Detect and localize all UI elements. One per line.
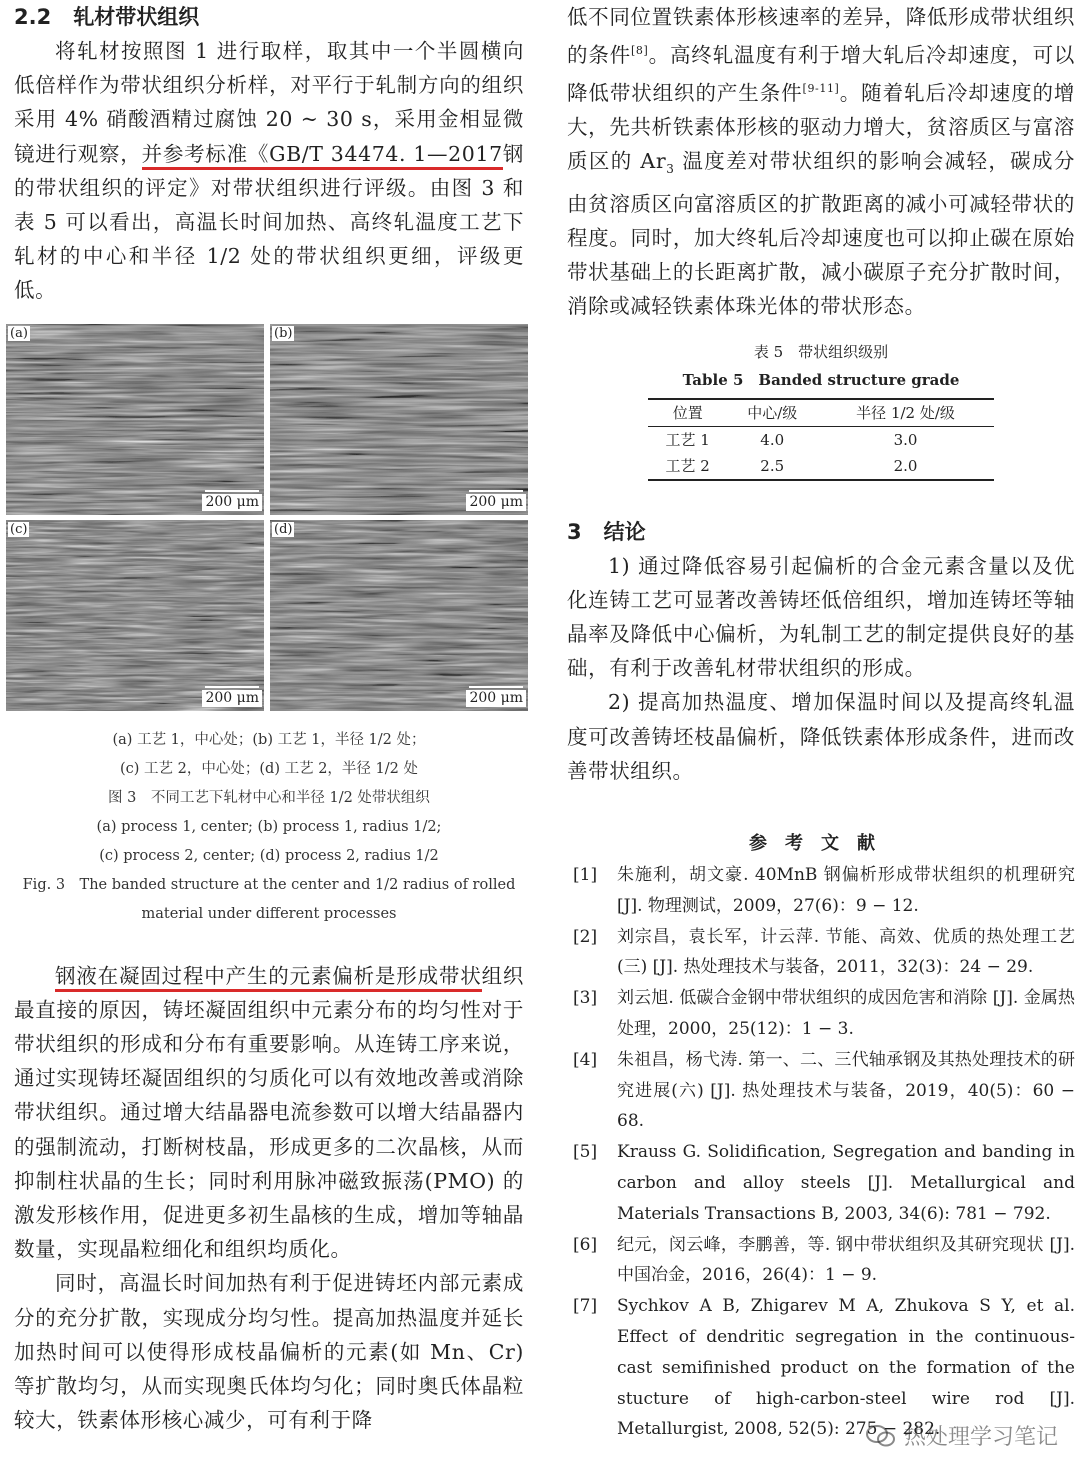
section-title: 结论: [603, 518, 646, 544]
figure-3: [6, 324, 530, 716]
reference-text: 朱施利，胡文豪. 40MnB 钢偏析形成带状组织的机理研究 [J]. 物理测试，2009，27(6)：9 − 12.: [617, 865, 1075, 916]
section-number: 3: [567, 519, 582, 544]
reference-number: [4]: [573, 1049, 598, 1070]
reference-number: [7]: [573, 1296, 598, 1317]
micrograph-image-a: [6, 324, 264, 515]
citation: [9-11]: [802, 82, 840, 96]
caption-line: (a) process 1, center; (b) process 1, radius 1/2;: [96, 818, 442, 835]
section-heading-2-2: [14, 0, 524, 34]
paragraph-text: 组织最直接的原因，铸坯凝固组织中元素分布的均匀性对于带状组织的形成和分布有重要影响。从连铸工序来说，通过实现铸坯凝固组织的匀质化可以有效地改善或消除带状组织。通过增大结晶器电流参数可以增大结晶器内的强制流动，打断树枝晶，形成更多的二次晶核，从而抑制柱状晶的生长；同时利用脉冲磁致振荡(PMO) 的激发形核作用，促进更多初生晶核的生成，增加等轴晶数量，实现晶粒细化和组织均质化。: [14, 963, 525, 1262]
table-caption-cn: 表 5 带状组织级别: [753, 342, 889, 361]
paragraph-sampling: [14, 34, 524, 308]
left-column: [10, 0, 525, 1437]
table-cell: 3.0: [893, 430, 918, 449]
micrograph-panel-b: [270, 324, 528, 515]
panel-label: (a): [10, 325, 28, 341]
column-header: 位置: [672, 404, 703, 423]
caption-line: Fig. 3 The banded structure at the center and 1/2 radius of rolled: [22, 876, 516, 893]
micrograph-image-c: [6, 520, 264, 711]
table-cell: 2.0: [893, 456, 918, 475]
reference-number: [3]: [573, 988, 598, 1009]
reference-item: [567, 860, 1075, 922]
micrograph-panel-d: [270, 520, 528, 711]
reference-item: [567, 983, 1075, 1045]
column-header: 半径 1/2 处/级: [856, 404, 955, 423]
table-row: [648, 453, 994, 480]
caption-line: 图 3 不同工艺下轧材中心和半径 1/2 处带状组织: [108, 789, 430, 806]
subscript: 3: [666, 162, 675, 177]
scale-bar: 200 μm: [202, 690, 262, 707]
paragraph-text: 低不同位置铁素体形核速率的差异，降低形成带状组织的条件: [567, 5, 1075, 68]
micrograph-panel-c: [6, 520, 264, 711]
paragraph-text: 。随着轧后冷却速度的增大，先共析铁素体形核的驱动力增大，贫溶质区与富溶质区的 Ar: [567, 81, 1075, 174]
table-cell: 2.5: [760, 456, 785, 475]
reference-text: Krauss G. Solidification, Segregation and banding in carbon and alloy steels [J]. Metallurgical and Materials Transactions B, 2003, 34(6): 781 − 792.: [617, 1142, 1075, 1224]
table-row: [648, 426, 994, 453]
paragraph-text: 钢的带状组织的评定》对带状组织进行评级。由图 3 和表 5 可以看出，高温长时间加热、高终轧温度工艺下轧材的中心和半径 1/2 处的带状组织更细，评级更低。: [14, 141, 524, 303]
paragraph-text: 将轧材按照图 1 进行取样，取其中一个半圆横向低倍样作为带状组织分析样，对平行于轧制方向的组织采用 4% 硝酸酒精过腐蚀 20 ~ 30 s，采用金相显微镜进行观察，: [14, 39, 524, 166]
reference-text: 刘宗昌，袁长军，计云萍. 节能、高效、优质的热处理工艺(三) [J]. 热处理技术与装备，2011，32(3)：24 − 29.: [617, 926, 1075, 978]
table-5: [648, 338, 994, 481]
conclusion-2: 2) 提高加热温度、增加保温时间以及提高终轧温度可改善铸坯枝晶偏析，降低铁素体形成条件，进而改善带状组织。: [567, 690, 1075, 783]
scale-bar: 200 μm: [466, 494, 526, 511]
reference-number: [5]: [573, 1142, 598, 1163]
column-header: 中心/级: [747, 404, 798, 423]
caption-line: (a) 工艺 1，中心处；(b) 工艺 1，半径 1/2 处；: [112, 731, 426, 748]
paragraph-text: 。高终轧温度有利于增大轧后冷却速度，可以降低带状组织的产生条件: [567, 43, 1075, 106]
figure-3-caption: [14, 726, 524, 929]
paragraph-continued: [567, 0, 1075, 324]
reference-text: Sychkov A B, Zhigarev M A, Zhukova S Y, et al. Effect of dendritic segregation in the continuous-cast semifinished product on the formation of the stucture of high-carbon-steel wire rod [J]. Metallurgist, 2008, 52(5): 275 − 282.: [617, 1296, 1075, 1440]
reference-number: [1]: [573, 865, 598, 885]
reference-item: [567, 922, 1075, 984]
reference-item: [567, 1137, 1075, 1229]
micrograph-panel-a: [6, 324, 264, 515]
reference-text: 纪元，闵云峰，李鹏善，等. 钢中带状组织及其研究现状 [J]. 中国冶金，2016，26(4)：1 − 9.: [617, 1234, 1075, 1286]
section-heading-3: [567, 515, 1075, 549]
panel-label: (c): [10, 521, 28, 537]
reference-item: [567, 1045, 1075, 1137]
references-title: 参考文献: [749, 833, 893, 854]
reference-number: [2]: [573, 926, 598, 947]
caption-line: (c) process 2, center; (d) process 2, radius 1/2: [99, 847, 439, 864]
micrograph-image-b: [270, 324, 528, 515]
table-header-row: [648, 399, 994, 427]
underlined-sentence: 钢液在凝固过程中产生的元素偏析是形成带状: [55, 964, 482, 992]
table-cell: 工艺 1: [665, 431, 710, 450]
reference-text: 刘云旭. 低碳合金钢中带状组织的成因危害和消除 [J]. 金属热处理，2000，25(12)：1 − 3.: [617, 988, 1075, 1039]
table-caption-en: Table 5 Banded structure grade: [682, 370, 960, 389]
scale-bar: 200 μm: [202, 494, 262, 511]
right-column: [567, 0, 1075, 1445]
paragraph-text: 温度差对带状组织的影响会减轻，碳成分由贫溶质区向富溶质区的扩散距离的减小可减轻带状的程度。同时，加大终轧后冷却速度也可以抑止碳在原始带状基础上的长距离扩散，减小碳原子充分扩散时间，消除或减轻铁素体珠光体的带状形态。: [567, 149, 1075, 319]
table-cell: 4.0: [760, 430, 785, 449]
paragraph-heating: 同时，高温长时间加热有利于促进铸坯内部元素成分的充分扩散，实现成分均匀性。提高加热温度并延长加热时间可以使得形成枝晶偏析的元素(如 Mn、Cr) 等扩散均匀，从而实现奥氏体均匀化；同时奥氏体晶粒较大，铁素体形核心减少，可有利于降: [14, 1271, 524, 1433]
wechat-icon: [866, 1424, 896, 1448]
table-cell: 工艺 2: [665, 457, 710, 476]
reference-item: [567, 1230, 1075, 1292]
micrograph-image-d: [270, 520, 528, 711]
reference-text: 朱祖昌，杨弋涛. 第一、二、三代轴承钢及其热处理技术的研究进展(六) [J]. 热处理技术与装备，2019，40(5)：60 − 68.: [617, 1049, 1075, 1132]
watermark-text: 热处理学习笔记: [903, 1425, 1058, 1450]
scale-bar: 200 μm: [466, 690, 526, 707]
caption-line: (c) 工艺 2，中心处；(d) 工艺 2，半径 1/2 处: [120, 760, 418, 777]
panel-label: (d): [274, 521, 293, 537]
caption-line: material under different processes: [141, 905, 397, 922]
citation: [8]: [631, 44, 649, 58]
banded-grade-table: [648, 398, 994, 481]
reference-number: [6]: [573, 1234, 598, 1255]
underlined-standard-reference: 并参考标准《GB/T 34474. 1—2017: [142, 142, 503, 170]
conclusion-1: 1) 通过降低容易引起偏析的合金元素含量以及优化连铸工艺可显著改善铸坯低倍组织，增加连铸坯等轴晶率及降低中心偏析，为轧制工艺的制定提供良好的基础，有利于改善轧材带状组织的形成。: [567, 553, 1075, 681]
wechat-watermark: [866, 1420, 1058, 1451]
panel-label: (b): [274, 325, 293, 341]
section-number: 2.2: [14, 5, 52, 29]
section-title: 轧材带状组织: [73, 4, 200, 29]
paragraph-segregation: [14, 959, 524, 1267]
references-list: [567, 860, 1075, 1445]
